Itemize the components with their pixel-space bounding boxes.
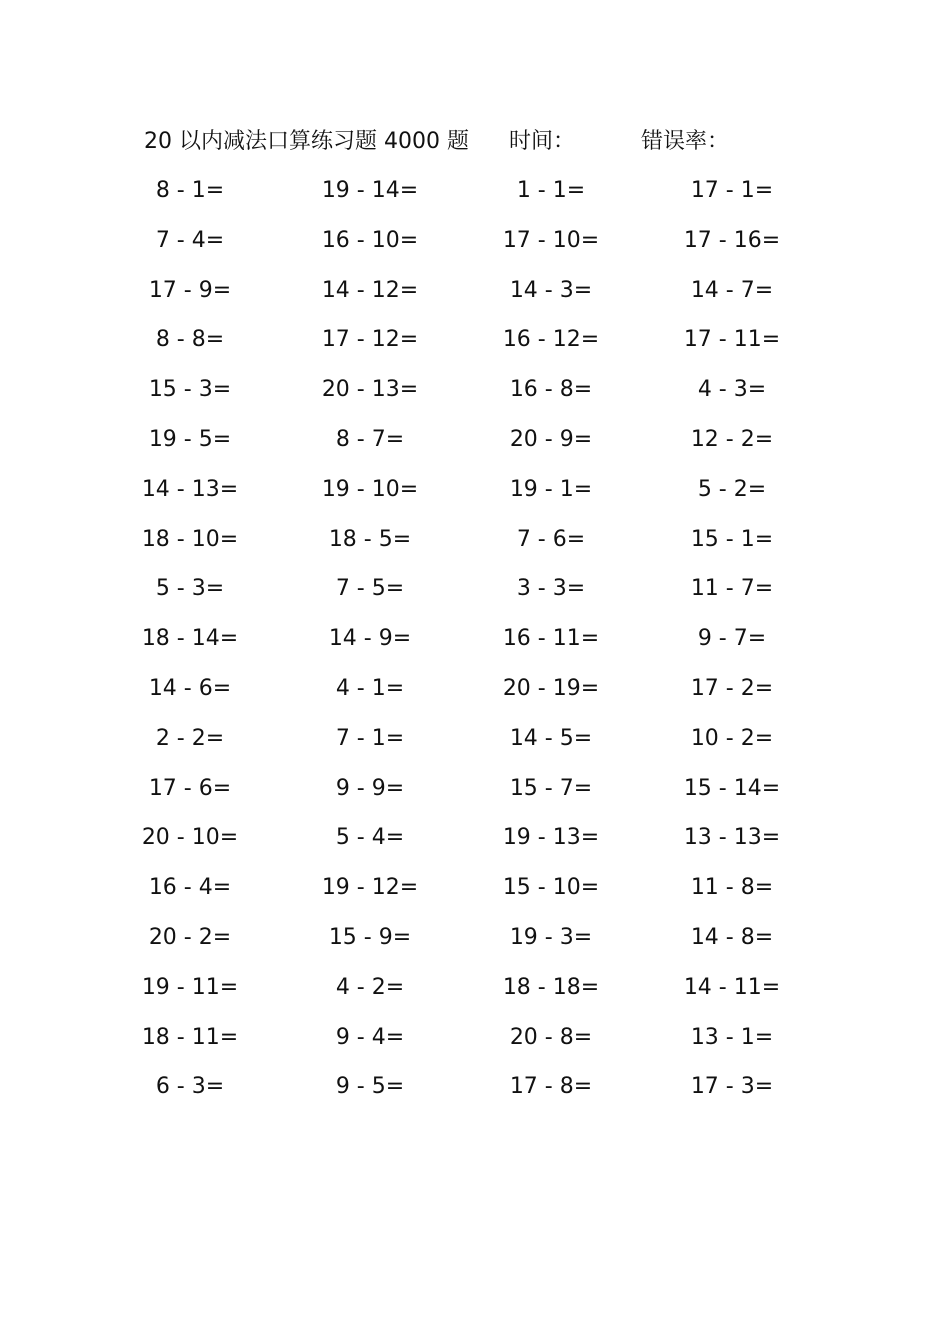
problem-cell: 14 - 7= (690, 277, 774, 303)
problem-cell: 19 - 5= (148, 426, 232, 452)
problem-cell: 9 - 5= (335, 1074, 405, 1100)
problem-cell: 18 - 10= (141, 526, 239, 552)
problem-cell: 11 - 8= (690, 875, 774, 901)
problem-cell: 9 - 9= (335, 775, 405, 801)
problem-row (0, 619, 950, 669)
problem-cell: 5 - 4= (335, 825, 405, 851)
problem-cell: 7 - 6= (516, 526, 586, 552)
problem-cell: 20 - 8= (509, 1024, 593, 1050)
problem-cell: 20 - 13= (321, 377, 419, 403)
problem-cell: 4 - 2= (335, 974, 405, 1000)
problem-cell: 14 - 5= (509, 725, 593, 751)
problem-cell: 19 - 3= (509, 924, 593, 950)
problem-row (0, 868, 950, 918)
problem-cell: 20 - 2= (148, 924, 232, 950)
problem-cell: 17 - 8= (509, 1074, 593, 1100)
problem-cell: 20 - 10= (141, 825, 239, 851)
problem-cell: 17 - 1= (690, 178, 774, 203)
problem-cell: 15 - 7= (509, 775, 593, 801)
problem-cell: 17 - 12= (321, 327, 419, 353)
problem-cell: 19 - 10= (321, 476, 419, 502)
problem-cell: 2 - 2= (155, 725, 225, 751)
problem-cell: 17 - 9= (148, 277, 232, 303)
problem-cell: 3 - 3= (516, 576, 586, 602)
problem-cell: 4 - 3= (697, 377, 767, 403)
problem-cell: 19 - 1= (509, 476, 593, 502)
problem-cell: 15 - 3= (148, 377, 232, 403)
problem-cell: 9 - 7= (697, 626, 767, 652)
problem-row (0, 420, 950, 470)
problem-cell: 14 - 12= (321, 277, 419, 303)
problem-cell: 13 - 13= (683, 825, 781, 851)
problem-cell: 10 - 2= (690, 725, 774, 751)
problem-row (0, 918, 950, 968)
problem-cell: 14 - 11= (683, 974, 781, 1000)
problem-cell: 16 - 4= (148, 875, 232, 901)
problem-cell: 14 - 6= (148, 675, 232, 701)
problem-cell: 20 - 9= (509, 426, 593, 452)
problem-cell: 15 - 10= (502, 875, 600, 901)
problem-cell: 8 - 8= (155, 327, 225, 353)
problem-cell: 4 - 1= (335, 675, 405, 701)
problem-cell: 19 - 14= (321, 178, 419, 203)
problem-cell: 17 - 10= (502, 227, 600, 253)
problem-row (0, 370, 950, 420)
problem-cell: 16 - 10= (321, 227, 419, 253)
problem-cell: 6 - 3= (155, 1074, 225, 1100)
problem-cell: 12 - 2= (690, 426, 774, 452)
problem-row (0, 719, 950, 769)
problem-row (0, 171, 950, 221)
problem-cell: 16 - 8= (509, 377, 593, 403)
problem-cell: 5 - 3= (155, 576, 225, 602)
problem-cell: 17 - 6= (148, 775, 232, 801)
problem-cell: 18 - 14= (141, 626, 239, 652)
problem-cell: 16 - 11= (502, 626, 600, 652)
problem-row (0, 520, 950, 570)
problem-row (0, 769, 950, 819)
error-rate-label: 错误率： (641, 129, 730, 154)
problem-cell: 8 - 1= (155, 178, 225, 203)
problem-row (0, 669, 950, 719)
problem-row (0, 470, 950, 520)
problem-cell: 7 - 5= (335, 576, 405, 602)
problem-cell: 17 - 3= (690, 1074, 774, 1100)
problem-cell: 14 - 9= (328, 626, 412, 652)
problem-cell: 17 - 2= (690, 675, 774, 701)
problem-cell: 15 - 1= (690, 526, 774, 552)
problem-row (0, 320, 950, 370)
time-label: 时间： (509, 129, 576, 154)
problem-cell: 15 - 9= (328, 924, 412, 950)
problem-row (0, 1018, 950, 1068)
problem-cell: 16 - 12= (502, 327, 600, 353)
problem-cell: 9 - 4= (335, 1024, 405, 1050)
problem-row (0, 569, 950, 619)
problem-row (0, 221, 950, 271)
problem-cell: 14 - 8= (690, 924, 774, 950)
problem-cell: 18 - 18= (502, 974, 600, 1000)
problem-cell: 17 - 11= (683, 327, 781, 353)
problem-row (0, 1067, 950, 1117)
problem-cell: 5 - 2= (697, 476, 767, 502)
problem-cell: 19 - 11= (141, 974, 239, 1000)
problem-cell: 14 - 3= (509, 277, 593, 303)
problem-cell: 11 - 7= (690, 576, 774, 602)
problem-cell: 15 - 14= (683, 775, 781, 801)
problem-cell: 17 - 16= (683, 227, 781, 253)
problem-row (0, 271, 950, 321)
worksheet-title: 20 以内减法口算练习题 4000 题 (144, 129, 469, 154)
problem-cell: 14 - 13= (141, 476, 239, 502)
problem-cell: 19 - 12= (321, 875, 419, 901)
problem-row (0, 968, 950, 1018)
problem-cell: 18 - 11= (141, 1024, 239, 1050)
problem-cell: 18 - 5= (328, 526, 412, 552)
problem-cell: 7 - 4= (155, 227, 225, 253)
problem-cell: 20 - 19= (502, 675, 600, 701)
problem-cell: 7 - 1= (335, 725, 405, 751)
problem-row (0, 818, 950, 868)
problem-cell: 19 - 13= (502, 825, 600, 851)
problem-cell: 1 - 1= (516, 178, 586, 203)
problem-cell: 13 - 1= (690, 1024, 774, 1050)
problem-cell: 8 - 7= (335, 426, 405, 452)
problem-grid (0, 171, 950, 1117)
